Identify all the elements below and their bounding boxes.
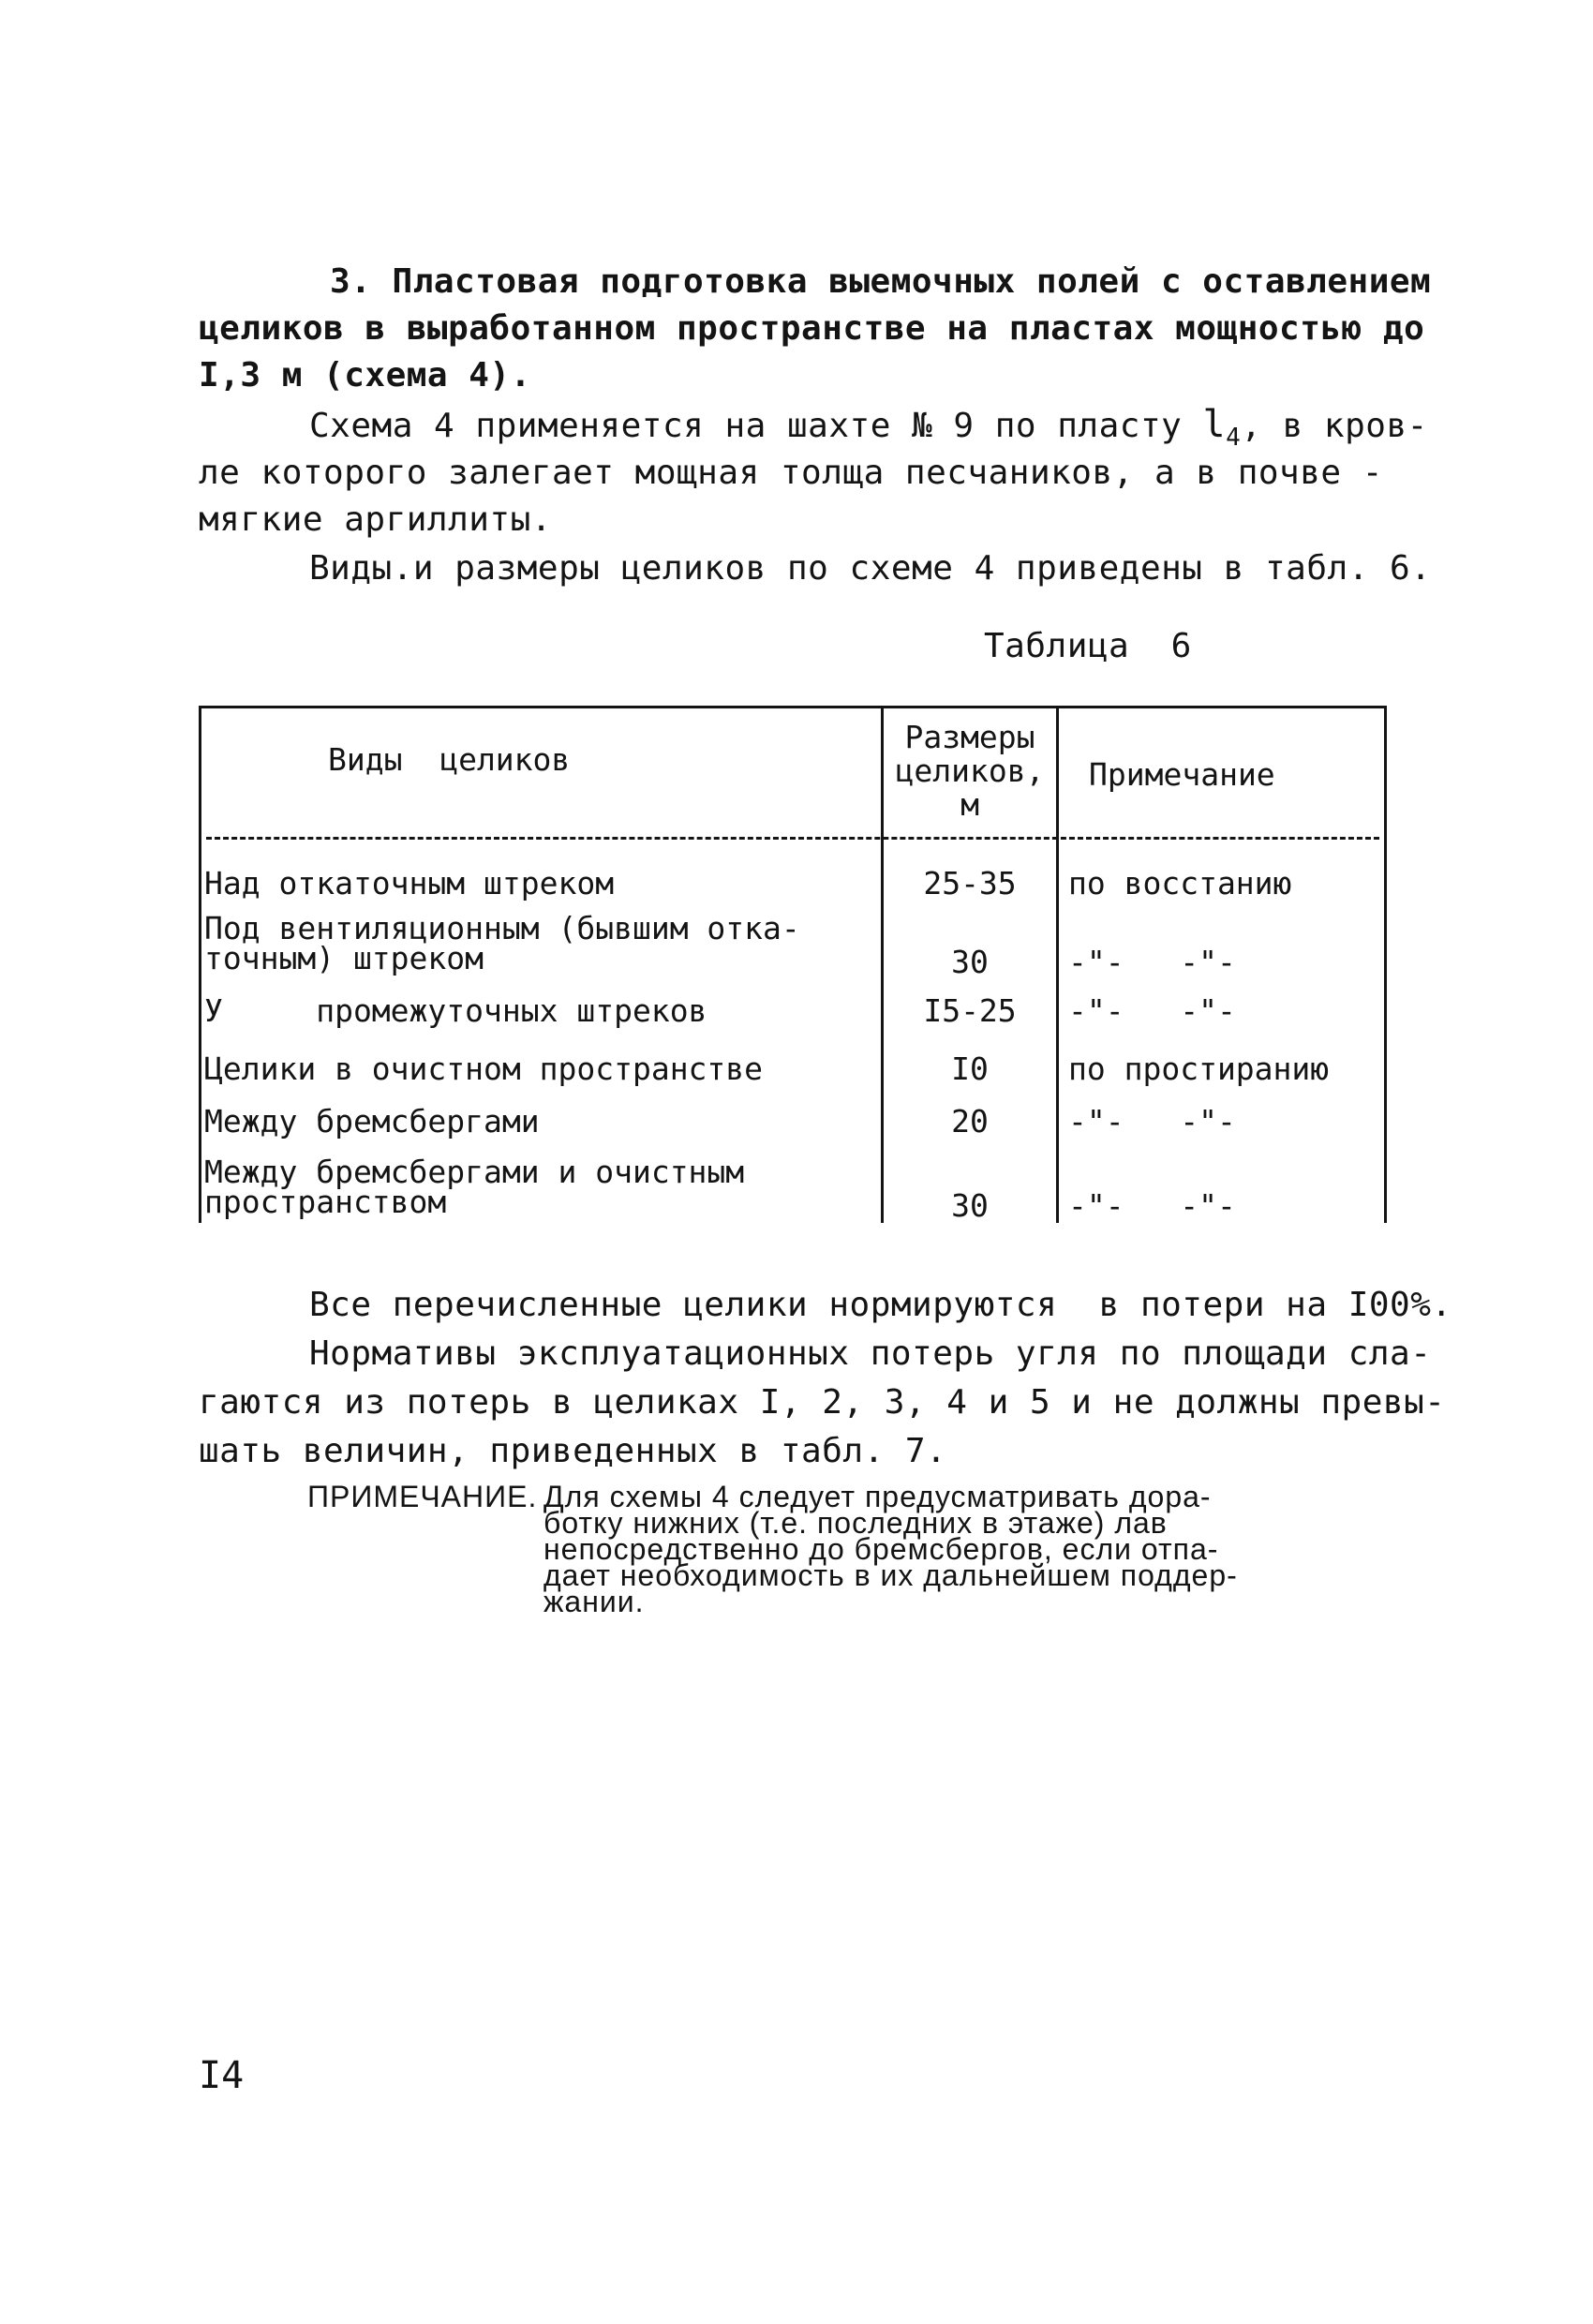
- table-6: [199, 706, 1387, 1223]
- paragraph-3: Все перечисленные целики нормируются в потери на I00%.: [309, 1286, 1452, 1324]
- row-2-note: -"- -"-: [1068, 944, 1236, 980]
- note-line-4: дает необходимость в их дальнейшем поддер-: [543, 1558, 1238, 1592]
- row-5-size: 20: [951, 1103, 989, 1140]
- note-line-5: жании.: [543, 1585, 645, 1618]
- note-label: ПРИМЕЧАНИЕ.: [307, 1480, 538, 1513]
- row-4-size: I0: [951, 1050, 989, 1087]
- row-1-note: по восстанию: [1068, 865, 1292, 901]
- paragraph-1-text-b: , в кров-: [1241, 407, 1428, 445]
- paragraph-1-text-a: Схема 4 применяется на шахте № 9 по пласту: [309, 407, 1203, 445]
- seam-letter: l: [1202, 403, 1227, 446]
- section-heading-line-2: целиков в выработанном пространстве на пластах мощностью до: [199, 309, 1425, 348]
- paragraph-4-line-2: гаются из потерь в целиках I, 2, 3, 4 и 5 и не должны превы-: [199, 1383, 1446, 1422]
- note-line-2: ботку нижних (т.е. последних в этаже) лав: [543, 1506, 1168, 1540]
- table-col-divider-2: [1056, 706, 1059, 1223]
- row-3-note: -"- -"-: [1068, 992, 1236, 1029]
- row-6-note: -"- -"-: [1068, 1187, 1236, 1224]
- row-4-type: Целики в очистном пространстве: [204, 1050, 764, 1087]
- row-1-type: Над откаточным штреком: [204, 865, 615, 901]
- paragraph-1-line-2: ле которого залегает мощная толща песчаников, а в почве -: [199, 454, 1383, 492]
- paragraph-1-line-3: мягкие аргиллиты.: [199, 500, 552, 539]
- row-6-size: 30: [951, 1187, 989, 1224]
- table-left-border: [199, 706, 201, 1223]
- header-note: Примечание: [1089, 756, 1275, 793]
- table-caption: Таблица 6: [984, 627, 1192, 665]
- row-3-size: I5-25: [923, 992, 1017, 1029]
- row-6-type: Между бремсбергами и очистным пространством: [204, 1154, 745, 1220]
- note-line-3: непосредственно до бремсбергов, если отпа-: [543, 1532, 1219, 1566]
- header-size: Размеры целиков, м: [895, 719, 1045, 823]
- paragraph-2: Виды.и размеры целиков по схеме 4 приведены в табл. 6.: [309, 549, 1432, 588]
- table-top-border: [199, 706, 1387, 708]
- row-2-type: Под вентиляционным (бывшим отка- точным) штреком: [204, 910, 800, 976]
- row-5-type: Между бремсбергами: [204, 1103, 540, 1140]
- page-number: I4: [199, 2054, 245, 2097]
- row-5-note: -"- -"-: [1068, 1103, 1236, 1140]
- table-header-divider: [206, 837, 1379, 840]
- row-1-size: 25-35: [923, 865, 1017, 901]
- table-right-border: [1384, 706, 1387, 1223]
- header-type: Виды целиков: [328, 741, 571, 778]
- seam-subscript: 4: [1226, 424, 1242, 452]
- paragraph-4-line-1: Нормативы эксплуатационных потерь угля по площади сла-: [309, 1334, 1432, 1373]
- row-4-note: по простиранию: [1068, 1050, 1330, 1087]
- note-line-1: Для схемы 4 следует предусматривать дора-: [543, 1480, 1212, 1513]
- section-heading-line-3: I,3 м (схема 4).: [199, 356, 531, 395]
- row-3-type: У промежуточных штреков: [204, 992, 707, 1029]
- row-2-size: 30: [951, 944, 989, 980]
- seam-symbol: [1202, 403, 1242, 452]
- paragraph-4-line-3: шать величин, приведенных в табл. 7.: [199, 1432, 947, 1470]
- section-heading-line-1: 3. Пластовая подготовка выемочных полей с оставлением: [330, 262, 1432, 301]
